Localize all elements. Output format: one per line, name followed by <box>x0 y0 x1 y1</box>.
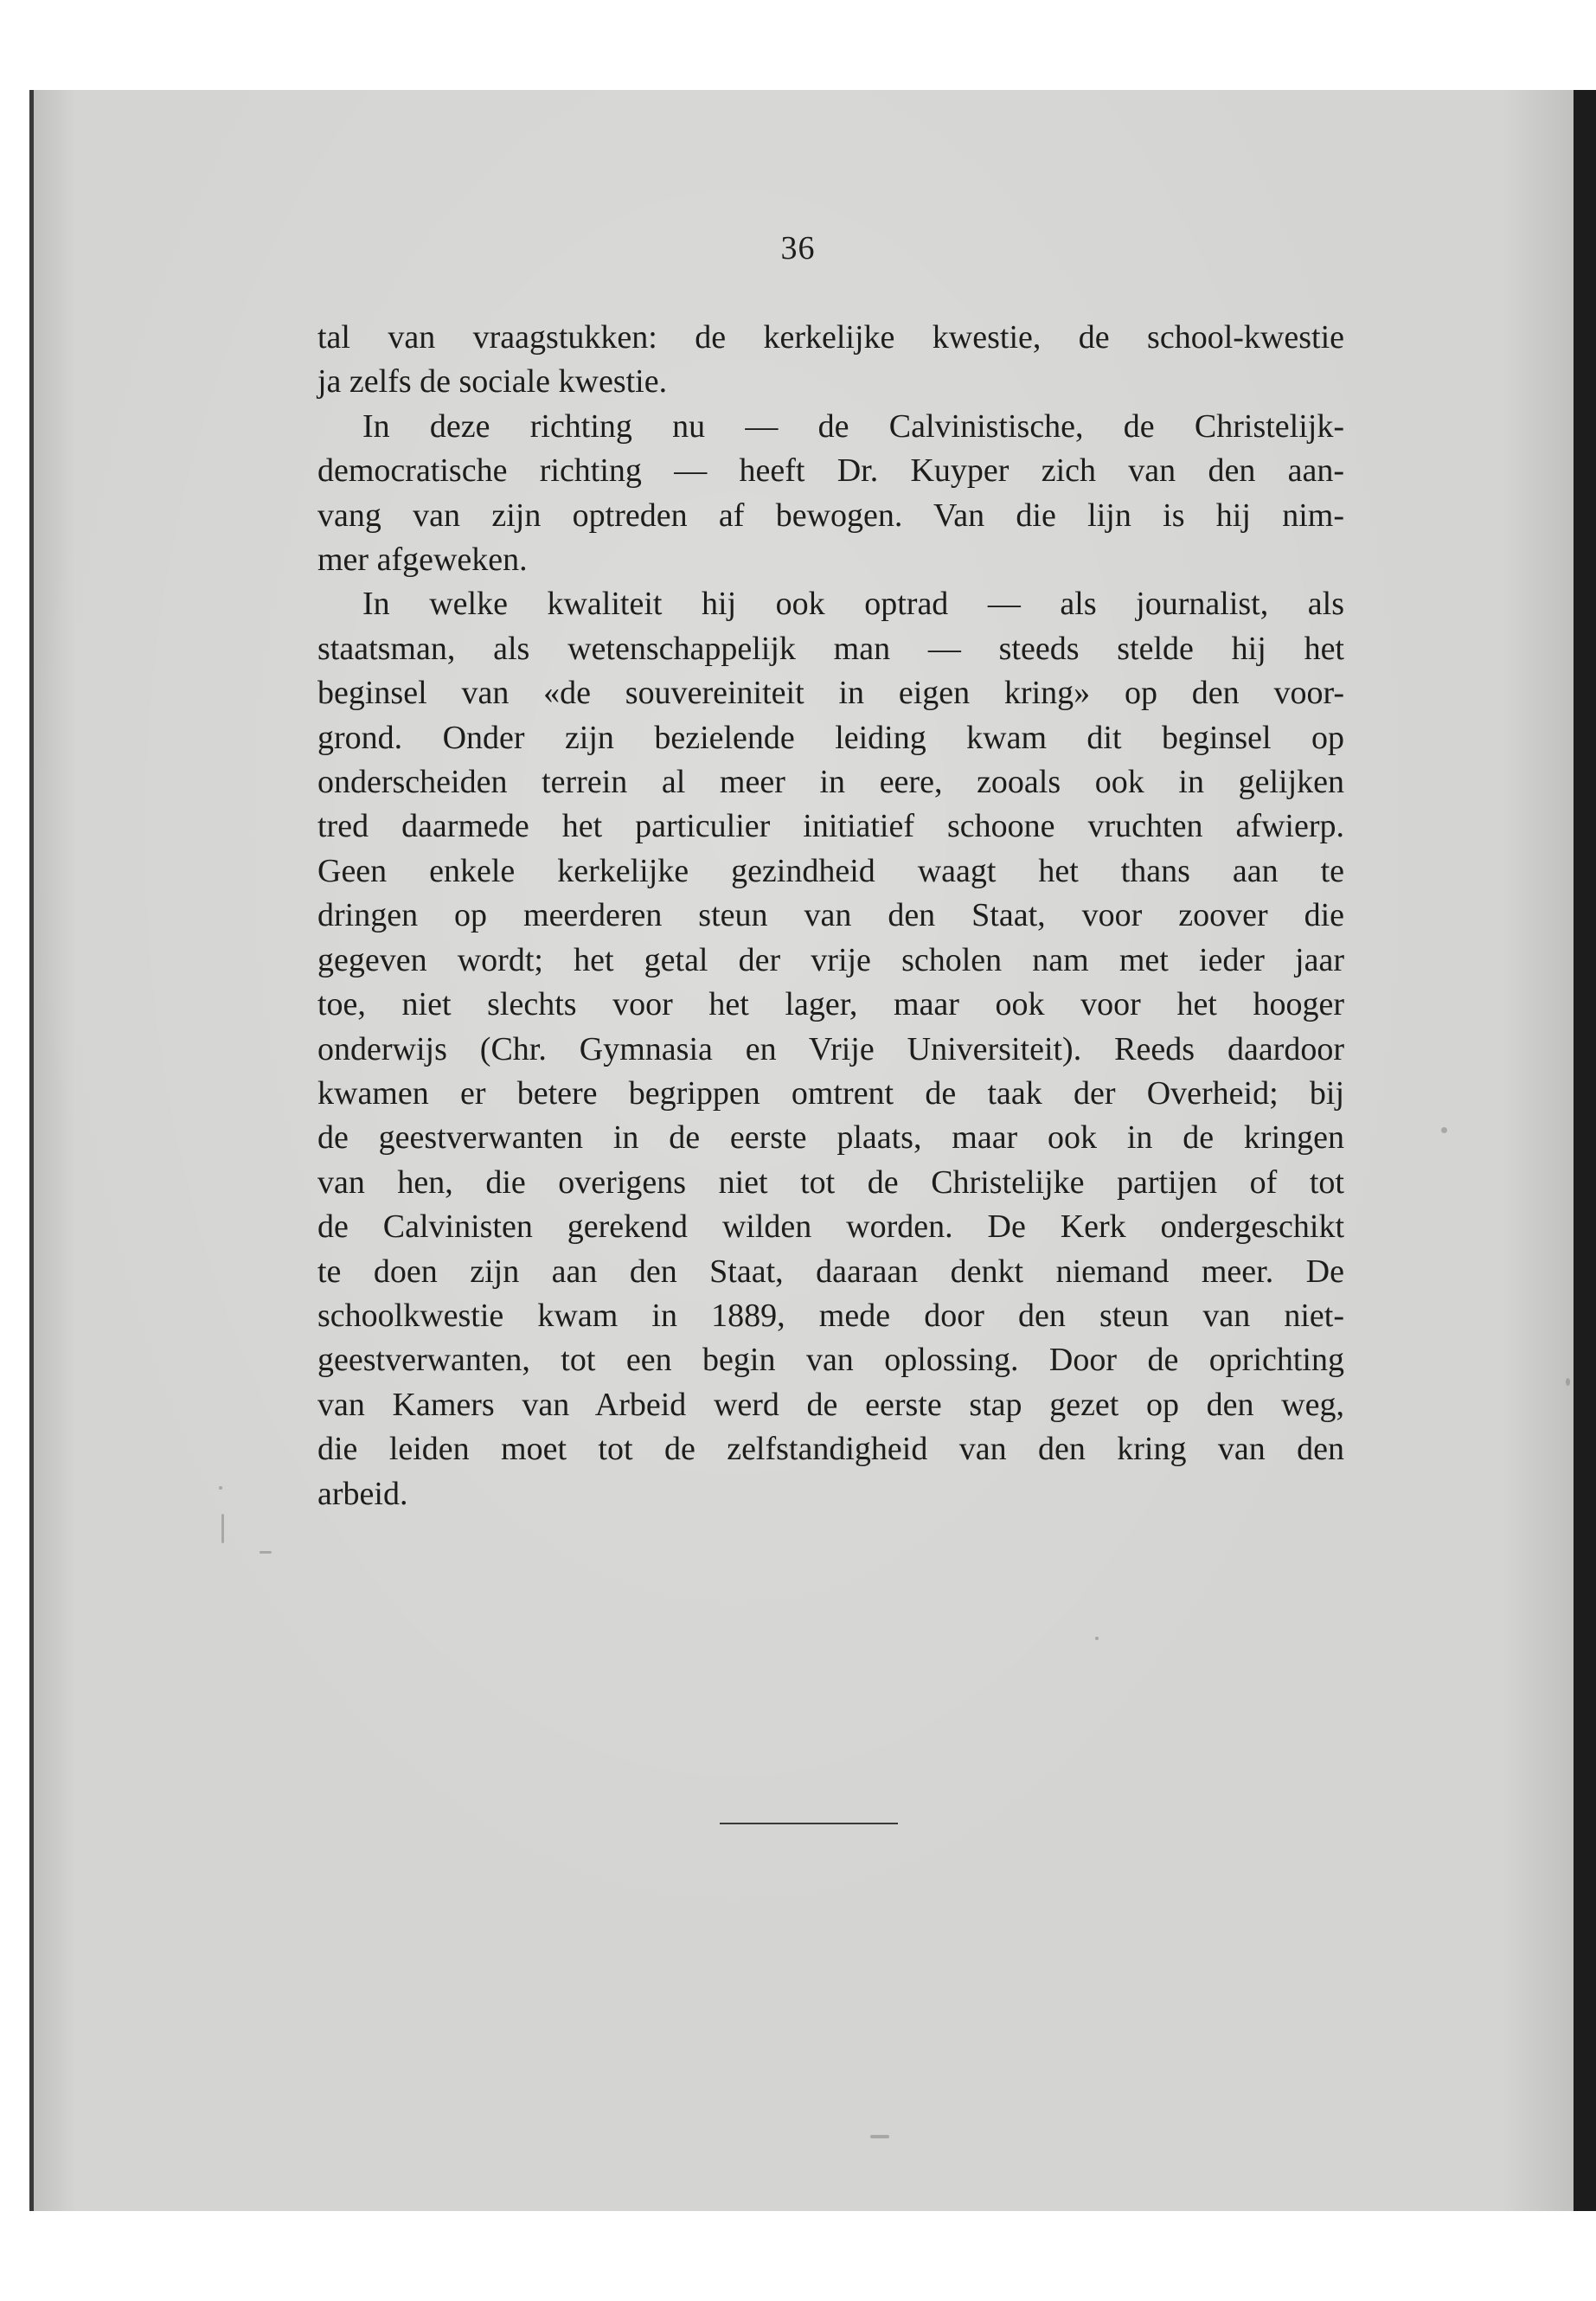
text-line: Geen enkele kerkelijke gezindheid waagt het thans aan te <box>317 852 1344 889</box>
text-line: onderwijs (Chr. Gymnasia en Vrije Universiteit). Reeds daardoor <box>317 1030 1344 1067</box>
text-line: mer afgeweken. <box>317 542 528 579</box>
scan-speck <box>1441 1127 1447 1133</box>
section-end-rule <box>720 1823 898 1824</box>
text-line: van hen, die overigens niet tot de Christelijke partijen of tot <box>317 1163 1344 1201</box>
page-number: 36 <box>780 230 816 266</box>
text-line: democratische richting — heeft Dr. Kuyper zich van den aan- <box>317 452 1344 490</box>
scan-speck <box>870 2135 889 2138</box>
page-left-edge <box>29 90 34 2211</box>
text-line: toe, niet slechts voor het lager, maar ook voor het hooger <box>317 986 1344 1023</box>
text-line: tal van vraagstukken: de kerkelijke kwestie, de school-kwestie <box>317 319 1344 356</box>
text-line: In deze richting nu — de Calvinistische, de Christelijk- <box>362 407 1344 445</box>
text-line: te doen zijn aan den Staat, daaraan denkt niemand meer. De <box>317 1253 1344 1290</box>
text-line: ja zelfs de sociale kwestie. <box>317 363 668 401</box>
scan-border-strip <box>1574 90 1596 2211</box>
text-line: kwamen er betere begrippen omtrent de taak der Overheid; bij <box>317 1074 1344 1112</box>
text-line: de geestverwanten in de eerste plaats, maar ook in de kringen <box>317 1119 1344 1157</box>
text-line: dringen op meerderen steun van den Staat, voor zoover die <box>317 897 1344 934</box>
scan-speck <box>260 1551 272 1554</box>
text-line: van Kamers van Arbeid werd de eerste stap gezet op den weg, <box>317 1386 1344 1423</box>
scan-speck <box>219 1486 222 1490</box>
text-line: beginsel van «de souvereiniteit in eigen kring» op den voor- <box>317 675 1344 712</box>
scan-speck <box>1566 1378 1570 1386</box>
text-line: arbeid. <box>317 1475 408 1512</box>
text-line: die leiden moet tot de zelfstandigheid van den kring van den <box>317 1431 1344 1468</box>
text-line: schoolkwestie kwam in 1889, mede door den steun van niet- <box>317 1297 1344 1334</box>
body-text <box>317 316 1344 1516</box>
scan-speck <box>221 1514 224 1543</box>
text-line: de Calvinisten gerekend wilden worden. De Kerk ondergeschikt <box>317 1208 1344 1246</box>
text-line: In welke kwaliteit hij ook optrad — als journalist, als <box>362 586 1344 623</box>
text-line: staatsman, als wetenschappelijk man — steeds stelde hij het <box>317 630 1344 667</box>
text-line: geestverwanten, tot een begin van oplossing. Door de oprichting <box>317 1342 1344 1379</box>
text-line: grond. Onder zijn bezielende leiding kwam dit beginsel op <box>317 719 1344 756</box>
text-line: onderscheiden terrein al meer in eere, zooals ook in gelijken <box>317 764 1344 801</box>
text-line: gegeven wordt; het getal der vrije scholen nam met ieder jaar <box>317 941 1344 978</box>
text-line: tred daarmede het particulier initiatief schoone vruchten afwierp. <box>317 808 1344 845</box>
scan-speck <box>1095 1637 1099 1640</box>
text-line: vang van zijn optreden af bewogen. Van die lijn is hij nim- <box>317 497 1344 534</box>
